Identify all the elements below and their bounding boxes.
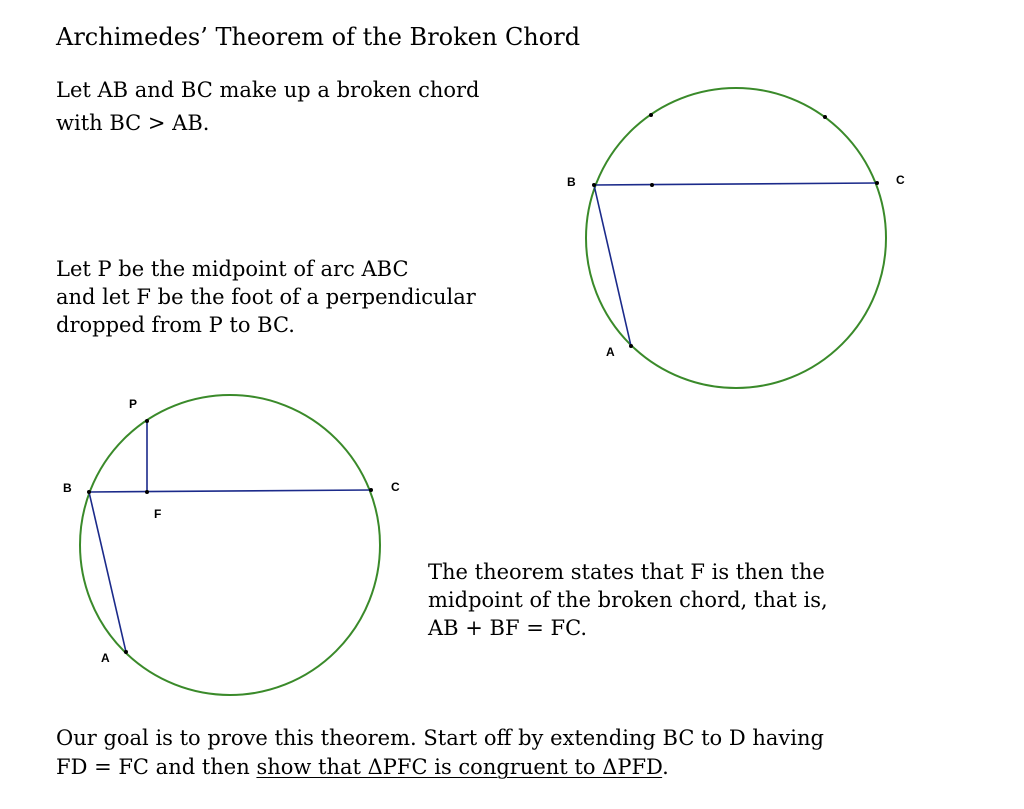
goal-line-1: Our goal is to prove this theorem. Start off by extending BC to D having: [56, 726, 824, 750]
point-f-2: [145, 490, 149, 494]
theorem-line-1: The theorem states that F is then the: [428, 560, 825, 584]
page-title: Archimedes’ Theorem of the Broken Chord: [56, 23, 581, 51]
intro-line-2: with BC > AB.: [56, 111, 210, 135]
label-f-2: F: [154, 507, 162, 521]
midpoint-line-3: dropped from P to BC.: [56, 313, 295, 337]
point-c-1: [875, 181, 879, 185]
label-p-2: P: [129, 397, 138, 411]
label-c-2: C: [391, 480, 400, 494]
point-arc-1: [649, 113, 653, 117]
label-a-1: A: [606, 345, 615, 359]
goal-congruence-link: show that ΔPFC is congruent to ΔPFD: [256, 755, 663, 779]
label-b-1: B: [567, 175, 576, 189]
point-b-2: [87, 490, 91, 494]
label-b-2: B: [63, 481, 72, 495]
goal-line-2-end: .: [662, 755, 669, 779]
theorem-line-3: AB + BF = FC.: [428, 616, 588, 640]
point-b-1: [592, 183, 596, 187]
point-p-2: [145, 419, 149, 423]
point-a-2: [124, 650, 128, 654]
point-c-2: [369, 488, 373, 492]
diagram-perpendicular: [63, 395, 400, 695]
point-mid-bc-1: [650, 183, 654, 187]
point-arc-2: [823, 115, 827, 119]
point-a-1: [629, 344, 633, 348]
diagram-broken-chord: [567, 88, 905, 388]
goal-line-2-plain: FD = FC and then: [56, 755, 257, 779]
midpoint-line-1: Let P be the midpoint of arc ABC: [56, 257, 409, 281]
chord-ab-2: [89, 492, 126, 652]
theorem-line-2: midpoint of the broken chord, that is,: [428, 588, 828, 612]
label-a-2: A: [101, 651, 110, 665]
label-c-1: C: [896, 173, 905, 187]
midpoint-line-2: and let F be the foot of a perpendicular: [56, 285, 476, 309]
chord-bc-1: [594, 183, 877, 185]
intro-line-1: Let AB and BC make up a broken chord: [56, 78, 480, 102]
chord-bc-2: [89, 490, 371, 492]
